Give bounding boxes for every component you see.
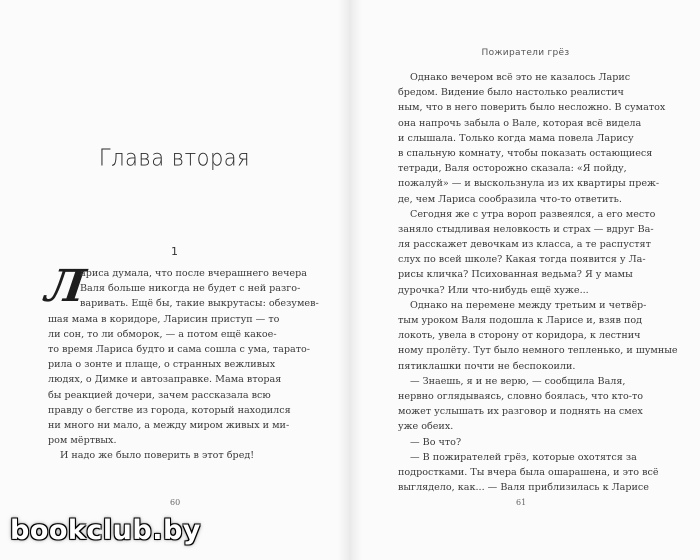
text-line: она напрочь забыла о Вале, которая всё видела	[398, 117, 642, 129]
right-page-text	[398, 70, 678, 495]
text-line: — Во что?	[410, 436, 462, 448]
text-line: людях, о Димке и автозаправке. Мама вторая	[48, 374, 282, 386]
text-line: слух по всей школе? Какая тогда появится у Ла-	[398, 254, 646, 266]
running-head: Пожиратели грёз	[481, 48, 570, 58]
text-line: тым уроком Валя подошла к Ларисе и, взяв под	[398, 315, 643, 326]
text-line: нервно оглядываясь, словно боялась, что кто-то	[398, 390, 644, 402]
text-line: де, чем Лариса сообразила что-то ответить.	[398, 193, 622, 205]
text-line: заняло стыдливая неловкость и страх — вдруг Ва-	[398, 223, 654, 235]
text-line: и слышала. Только когда мама повела Ларису	[398, 132, 634, 144]
text-line: ром мёртвых.	[48, 435, 117, 447]
text-line: уже обеих.	[398, 421, 454, 433]
text-line: бы реакцией дочери, зачем рассказала всю	[48, 389, 271, 401]
text-line: — Знаешь, я и не верю, — сообщила Валя,	[410, 375, 626, 387]
book-gutter-shadow	[338, 0, 362, 560]
text-line: пятиклашки почти не беспокоили.	[398, 360, 576, 372]
text-line: рила о зонте и плаще, о странных вежливых	[48, 359, 276, 371]
text-line: Однако на перемене между третьим и четвёр-	[410, 299, 647, 311]
section-number: 1	[171, 245, 178, 258]
text-line: варивать. Ещё бы, такие выкрутасы: обезумев-	[80, 298, 319, 310]
text-line: Сегодня же с утра вороп развеялся, а его место	[410, 208, 656, 220]
text-line: Однако вечером всё это не казалось Ларис	[410, 72, 631, 83]
text-line: дурочка? Или что-нибудь ещё хуже...	[398, 284, 589, 296]
text-line: бредом. Видение было настолько реалистич	[398, 87, 624, 99]
text-line: подростками. Ты вчера была ошарашена, и это всё	[398, 466, 659, 478]
text-line: — В пожирателей грёз, которые охотятся за	[410, 451, 637, 463]
text-line: рисы кличка? Психованная ведьма? Я у мамы	[398, 269, 633, 281]
text-line: ному пролёту. Тут было немного тепленько, и шумные	[398, 345, 678, 357]
text-line: Валя больше никогда не будет с ней разго-	[80, 283, 301, 295]
text-line: ным, что в него поверить было несложно. В суматох	[398, 102, 666, 114]
text-line: тетради, Валя осторожно сказала: «Я пойду,	[398, 163, 627, 175]
drop-cap: Л	[42, 261, 89, 312]
text-line: ля расскажет девочкам из класса, а те распустят	[398, 239, 651, 251]
text-line: шая мама в коридоре, Ларисин приступ — то	[48, 313, 280, 325]
text-line: в спальную комнату, чтобы показать остающиеся	[398, 147, 653, 159]
text-line: ни много ни мало, а между миром живых и ми-	[48, 419, 290, 431]
page-number-right: 61	[516, 498, 527, 507]
text-line: пожалуй» — и выскользнула из их квартиры преж-	[398, 178, 660, 190]
left-page-text	[48, 266, 318, 463]
text-line: правду о бегстве из города, который находился	[48, 404, 291, 416]
text-line: локоть, увела в сторону от коридора, к лестнич	[398, 330, 641, 342]
chapter-title: Глава вторая	[98, 145, 251, 171]
left-page	[0, 0, 349, 560]
page-number-left: 60	[170, 498, 181, 507]
text-line: может услышать их разговор и поднять на смех	[398, 406, 643, 418]
text-line: ли сон, то ли обморок, — а потом ещё какое-	[48, 328, 277, 340]
text-line: ариса думала, что после вчерашнего вечера	[80, 268, 307, 279]
text-line: выглядело, как... — Валя приблизилась к Ларисе	[398, 482, 649, 494]
text-line: то время Лариса будто и сама сошла с ума, тарато-	[48, 343, 311, 355]
text-line: И надо же было поверить в этот бред!	[60, 450, 255, 462]
watermark-logo: bookclub.by	[10, 515, 201, 546]
